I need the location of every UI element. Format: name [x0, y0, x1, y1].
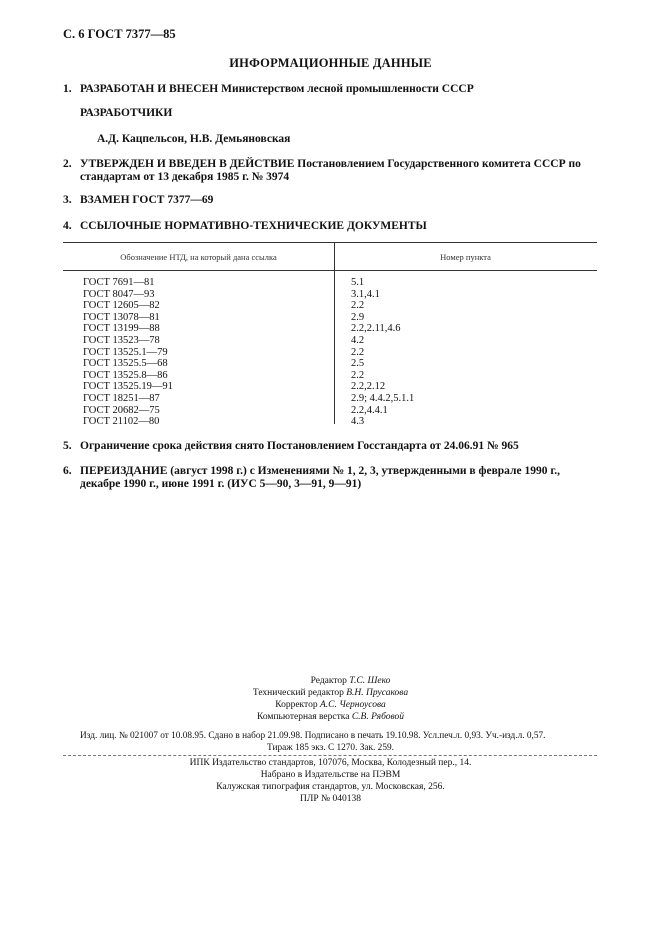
table-cell-clause: 4.2 [351, 334, 365, 346]
page-header: С. 6 ГОСТ 7377—85 [63, 27, 176, 41]
table-cell-ntd: ГОСТ 13199—88 [83, 323, 160, 335]
table-cell-ntd: ГОСТ 13523—78 [83, 334, 160, 346]
developers-label: РАЗРАБОТЧИКИ [80, 107, 173, 119]
section-5-text: Ограничение срока действия снято Постановлением Госстандарта от 24.06.91 № 965 [80, 440, 519, 452]
table-cell-clause: 2.2,2.12 [351, 381, 386, 393]
table-cell-ntd: ГОСТ 12605—82 [83, 300, 160, 312]
table-cell-ntd: ГОСТ 13525.5—68 [83, 358, 168, 370]
imprint-tech-name: В.Н. Прусакова [346, 688, 409, 698]
imprint-corrector-label: Корректор [275, 700, 320, 710]
table-top-border [63, 242, 597, 243]
section-2-text: Постановлением Государственного комитета СССР по [294, 158, 581, 170]
section-3-number: 3. [63, 194, 72, 206]
table-cell-ntd: ГОСТ 20682—75 [83, 404, 160, 416]
table-cell-clause: 2.2 [351, 346, 365, 358]
publisher-line-1: ИПК Издательство стандартов, 107076, Москва, Колодезный пер., 14. [189, 758, 472, 768]
imprint-layout [0, 712, 661, 724]
table-header-col2: Номер пункта [440, 252, 491, 262]
section-6-heading: ПЕРЕИЗДАНИЕ [80, 465, 168, 477]
table-cell-ntd: ГОСТ 8047—93 [83, 288, 155, 300]
table-cell-clause: 2.2,2.11,4.6 [351, 323, 401, 335]
section-6 [63, 465, 560, 477]
imprint-layout-label: Компьютерная верстка [257, 712, 352, 722]
table-header-col1: Обозначение НТД, на который дана ссылка [120, 252, 277, 262]
section-1-heading: РАЗРАБОТАН И ВНЕСЕН [80, 83, 219, 95]
section-5-number: 5. [63, 440, 72, 452]
section-6-line2: декабре 1990 г., июне 1991 г. (ИУС 5—90, 3—91, 9—91) [80, 478, 362, 490]
table-cell-clause: 2.2,4.4.1 [351, 404, 388, 416]
table-cell-ntd: ГОСТ 18251—87 [83, 392, 160, 404]
table-cell-clause: 4.3 [351, 416, 365, 428]
imprint-editor-label: Редактор [310, 676, 350, 686]
table-cell-ntd: ГОСТ 13525.1—79 [83, 346, 168, 358]
imprint-editor [20, 676, 661, 688]
imprint-editor-name: Т.С. Шеко [349, 676, 391, 686]
table-cell-ntd: ГОСТ 13525.8—86 [83, 369, 168, 381]
table-cell-clause: 2.9 [351, 311, 365, 323]
publisher-line-3: Калужская типография стандартов, ул. Московская, 256. [216, 782, 445, 792]
section-1-number: 1. [63, 83, 72, 95]
imprint-line-1: Изд. лиц. № 021007 от 10.08.95. Сдано в набор 21.09.98. Подписано в печать 19.10.98. Усл.печ.л. 0,93. Уч.-изд.л. 0,57. [80, 731, 546, 741]
table-column-divider [334, 242, 335, 424]
publisher-line-4: ПЛР № 040138 [300, 794, 361, 804]
imprint-tech-editor [0, 688, 661, 700]
imprint-line-2: Тираж 185 экз. С 1270. Зак. 259. [267, 743, 394, 753]
section-2-number: 2. [63, 158, 72, 170]
section-1-text: Министерством лесной промышленности СССР [218, 83, 474, 95]
section-4 [63, 220, 427, 232]
section-2-heading: УТВЕРЖДЕН И ВВЕДЕН В ДЕЙСТВИЕ [80, 158, 295, 170]
section-6-number: 6. [63, 465, 72, 477]
table-cell-ntd: ГОСТ 21102—80 [83, 416, 160, 428]
table-cell-clause: 2.9; 4.4.2,5.1.1 [351, 392, 415, 404]
imprint-layout-name: С.В. Рябовой [351, 712, 404, 722]
section-1 [63, 83, 474, 95]
section-2 [63, 158, 581, 170]
publisher-line-2: Набрано в Издательстве на ПЭВМ [260, 770, 401, 780]
table-header-border [63, 270, 597, 271]
table-cell-ntd: ГОСТ 13078—81 [83, 311, 160, 323]
imprint-tech-label: Технический редактор [252, 688, 347, 698]
section-2-line2: стандартам от 13 декабря 1985 г. № 3974 [80, 171, 290, 183]
document-title: ИНФОРМАЦИОННЫЕ ДАННЫЕ [229, 56, 432, 70]
developers-names: А.Д. Кацпельсон, Н.В. Демьяновская [97, 133, 291, 145]
section-6-text: (август 1998 г.) с Изменениями № 1, 2, 3, утвержденными в феврале 1990 г., [167, 465, 561, 477]
imprint-divider [63, 755, 597, 756]
table-cell-clause: 5.1 [351, 277, 365, 288]
table-cell-clause: 3.1,4.1 [351, 288, 380, 300]
imprint-corrector-name: А.С. Черноусова [319, 700, 386, 710]
table-col2-values [351, 277, 414, 428]
section-5 [63, 440, 519, 452]
section-3-heading: ВЗАМЕН ГОСТ 7377—69 [80, 194, 214, 206]
table-cell-ntd: ГОСТ 13525.19—91 [83, 381, 173, 393]
table-cell-clause: 2.2 [351, 300, 365, 312]
section-4-number: 4. [63, 220, 72, 232]
section-4-heading: ССЫЛОЧНЫЕ НОРМАТИВНО-ТЕХНИЧЕСКИЕ ДОКУМЕНТЫ [80, 220, 427, 232]
section-3 [63, 194, 213, 206]
table-col1-values [83, 277, 173, 428]
table-cell-clause: 2.2 [351, 369, 365, 381]
table-cell-ntd: ГОСТ 7691—81 [83, 277, 155, 288]
table-cell-clause: 2.5 [351, 358, 365, 370]
imprint-corrector [0, 700, 661, 712]
